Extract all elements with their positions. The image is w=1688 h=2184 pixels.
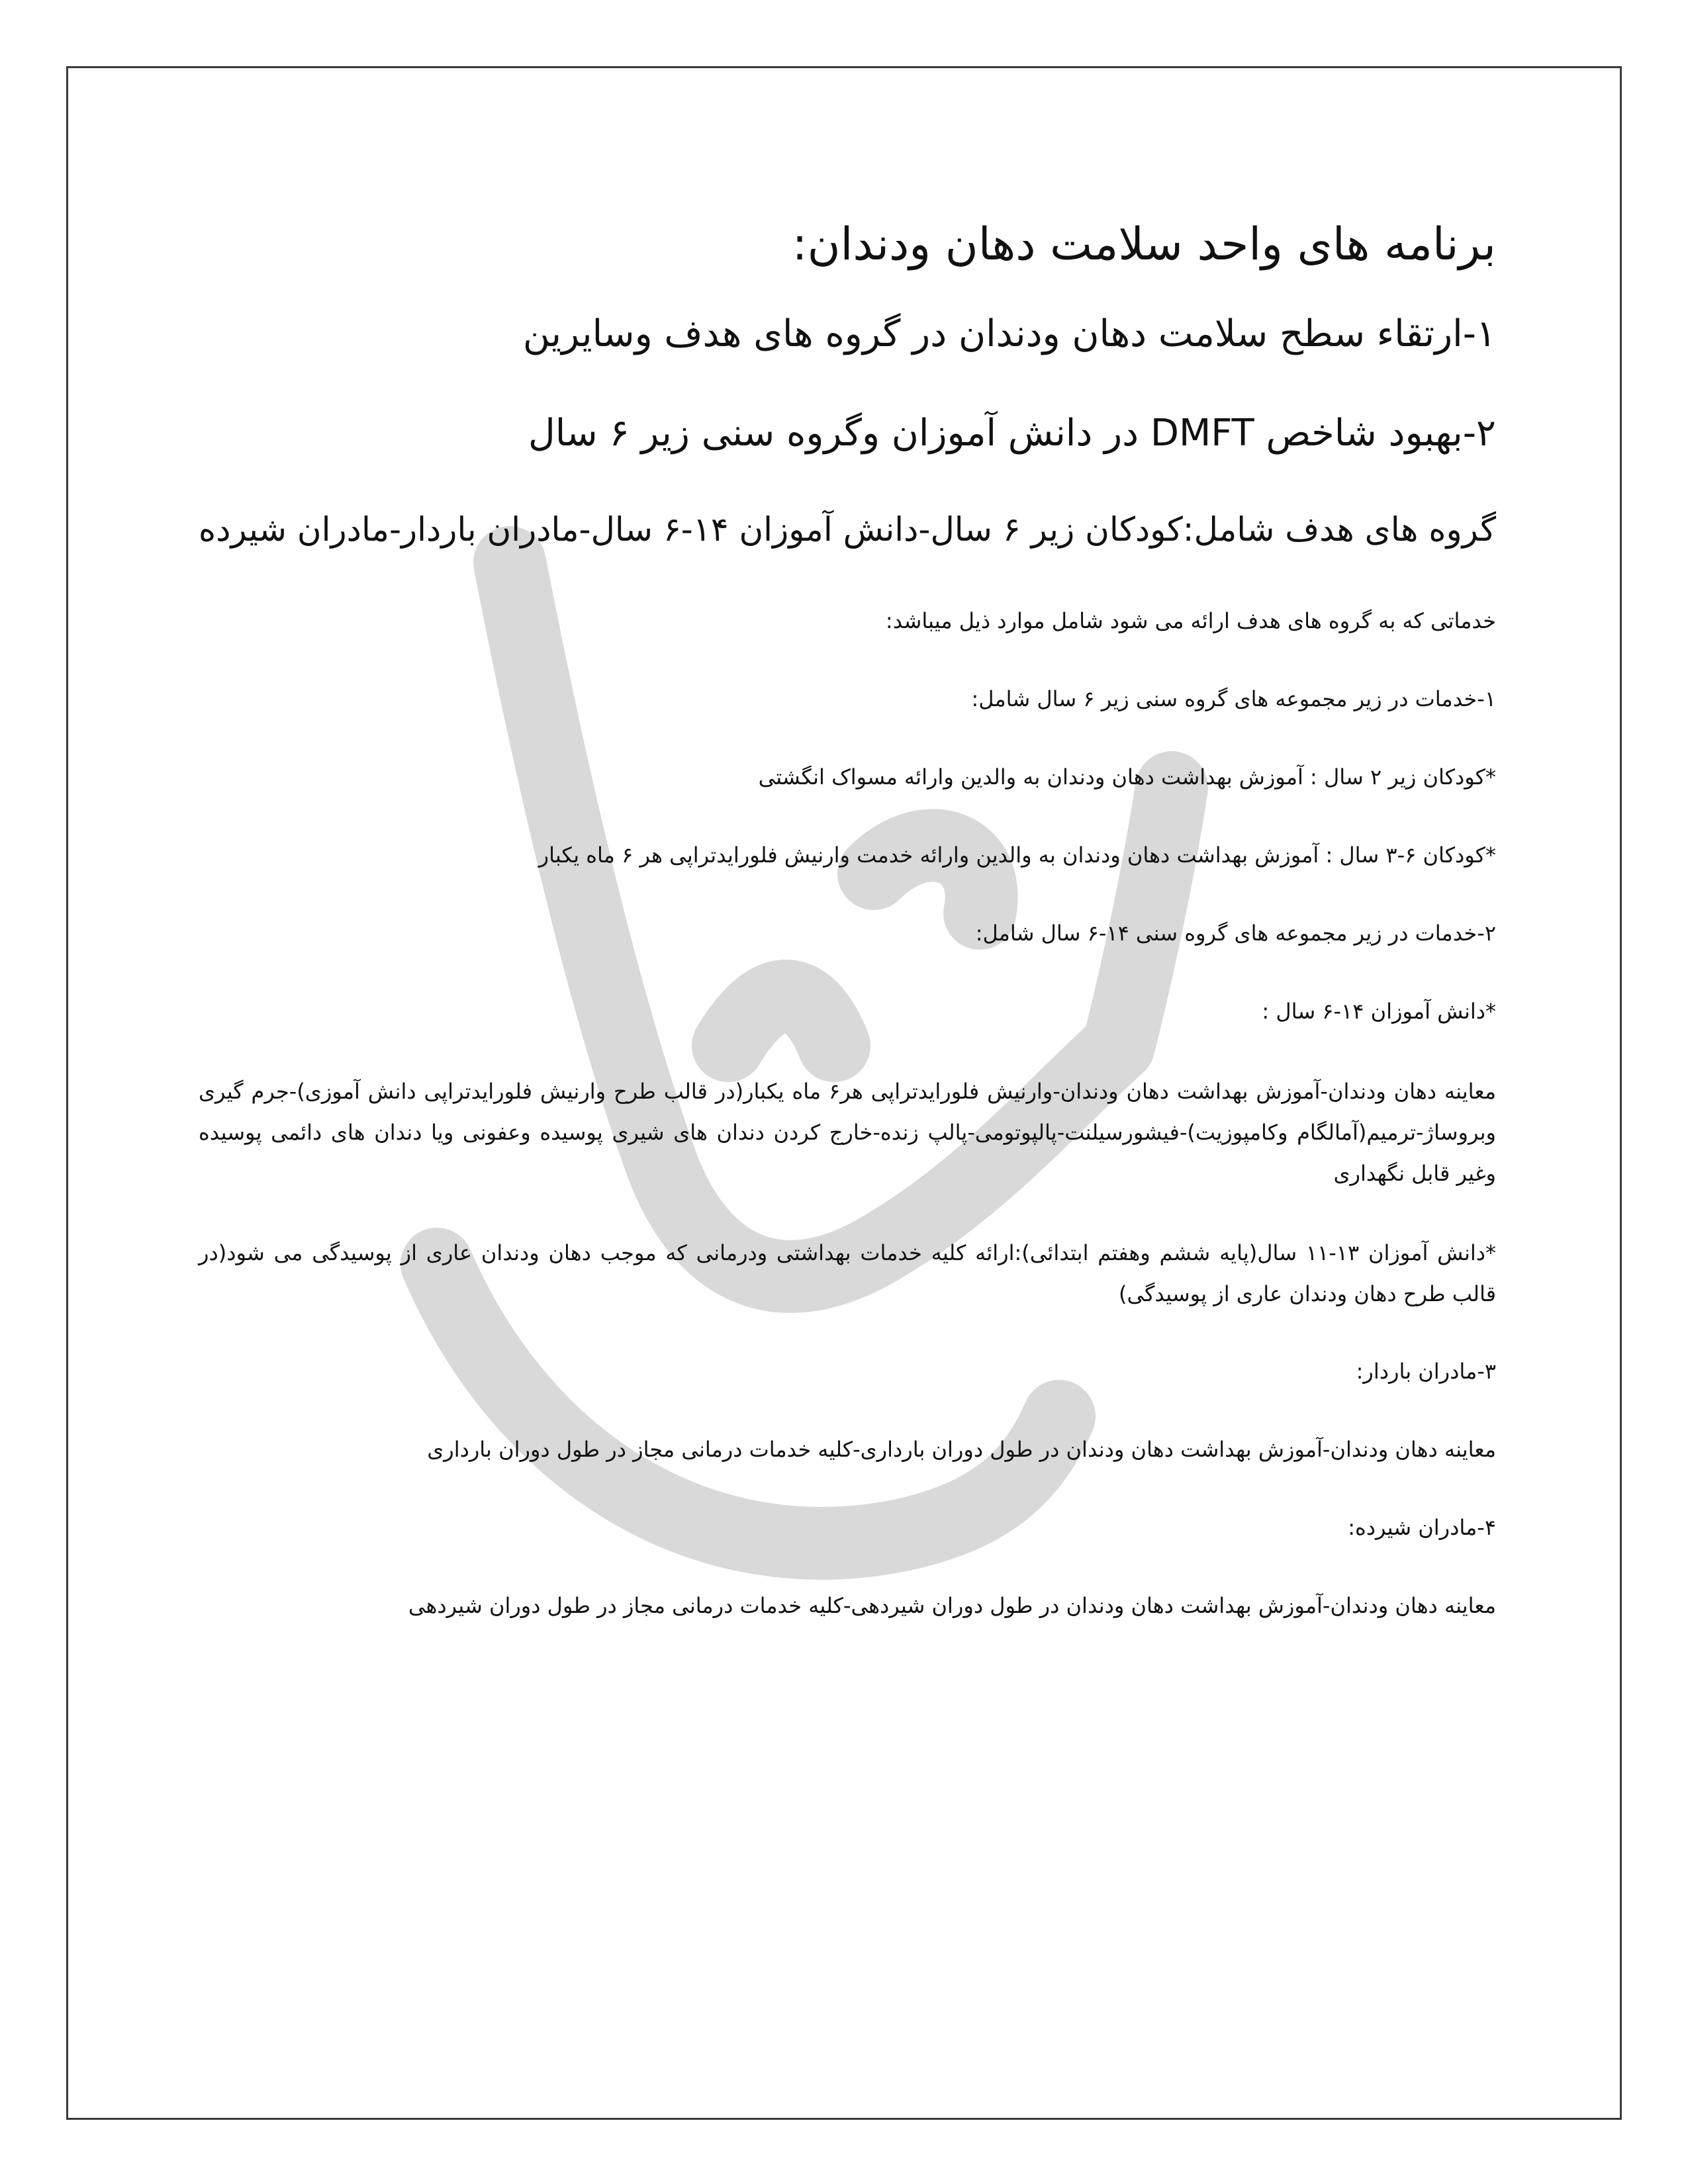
section-1-title: ۱-خدمات در زیر مجموعه های گروه سنی زیر ۶ سال شامل: xyxy=(971,686,1496,711)
services-intro: خدماتی که به گروه های هدف ارائه می شود شامل موارد ذیل میباشد: xyxy=(885,608,1496,633)
document-body xyxy=(199,212,1496,1665)
section-4-title: ۴-مادران شیرده: xyxy=(1348,1515,1496,1540)
students-11-13-services: *دانش آموزان ۱۳-۱۱ سال(پایه ششم وهفتم ابتدائی):ارائه کلیه خدمات بهداشتی ودرمانی که موجب دهان ودندان عاری از پوسیدگی می شود(در قالب طرح دهان ودندان عاری از پوسیدگی) xyxy=(199,1240,1497,1306)
section-2-title: ۲-خدمات در زیر مجموعه های گروه سنی ۱۴-۶ سال شامل: xyxy=(975,921,1496,946)
page-title: برنامه های واحد سلامت دهان ودندان: xyxy=(792,218,1496,271)
students-6-14-services: معاینه دهان ودندان-آموزش بهداشت دهان ودندان-وارنیش فلورایدتراپی هر۶ ماه یکبار(در قالب طرح وارنیش فلورایدتراپی دانش آموزی)-جرم گیری وبروساژ-ترمیم(آمالگام وکامپوزیت)-فیشورسیلنت-پالپوتومی-پالپ زنده-خارج کردن دندان های شیری پوسیده وعفونی ویا دندان های دائمی پوسیده وغیر قابل نگهداری xyxy=(199,1079,1497,1186)
students-6-14-title: *دانش آموزان ۱۴-۶ سال : xyxy=(1262,999,1496,1024)
target-groups-line: گروه های هدف شامل:کودکان زیر ۶ سال-دانش آموزان ۱۴-۶ سال-مادران باردار-مادران شیرده xyxy=(199,510,1496,549)
under-2-services: *کودکان زیر ۲ سال : آموزش بهداشت دهان ودندان به والدین وارائه مسواک انگشتی xyxy=(758,764,1496,790)
section-4-services: معاینه دهان ودندان-آموزش بهداشت دهان ودندان در طول دوران شیردهی-کلیه خدمات درمانی مجاز در طول دوران شیردهی xyxy=(408,1593,1496,1618)
section-3-services: معاینه دهان ودندان-آموزش بهداشت دهان ودندان در طول دوران بارداری-کلیه خدمات درمانی مجاز در طول دوران بارداری xyxy=(427,1437,1496,1462)
age-3-6-services: *کودکان ۶-۳ سال : آموزش بهداشت دهان ودندان به والدین وارائه خدمت وارنیش فلورایدتراپی هر ۶ ماه یکبار xyxy=(538,842,1496,868)
program-1-heading: ۱-ارتقاء سطح سلامت دهان ودندان در گروه های هدف وسایرین xyxy=(522,312,1496,355)
section-3-title: ۳-مادران باردار: xyxy=(1356,1359,1496,1384)
program-2-heading: ۲-بهبود شاخص DMFT در دانش آموزان وگروه سنی زیر ۶ سال xyxy=(528,412,1496,455)
